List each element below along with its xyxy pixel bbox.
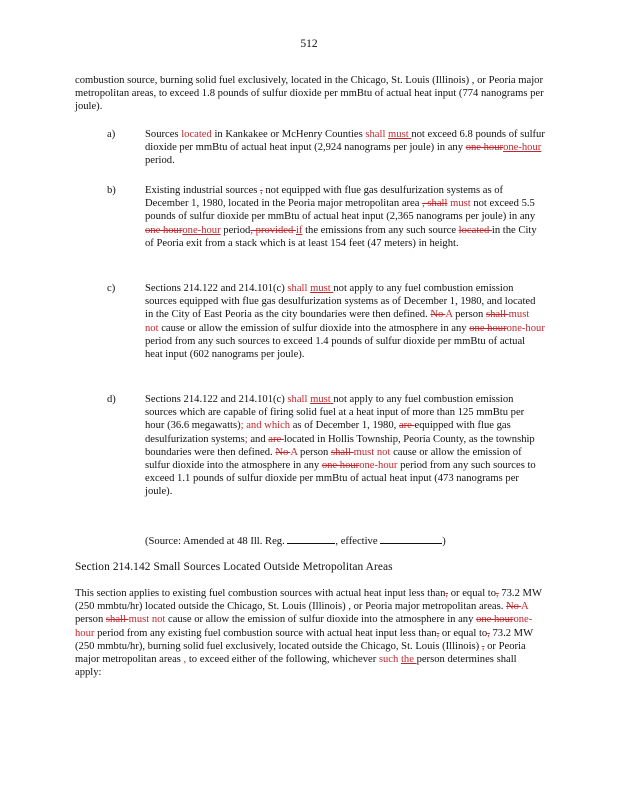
text-run: in Kankakee or McHenry Counties: [211, 129, 366, 140]
text-run: or equal to: [448, 588, 497, 599]
deleted-text: ,: [436, 627, 440, 639]
item-a-label: a): [107, 129, 116, 140]
source-close: ): [442, 536, 446, 547]
section-body: [75, 587, 545, 679]
section-heading: Section 214.142 Small Sources Located Outside Metropolitan Areas: [75, 561, 393, 573]
text-run: not exceed 6.8 pounds of sulfur dioxide per mmBtu of actual heat input (2,924 nanograms per joule) in any: [145, 129, 545, 154]
text-run: 73.2 MW (250 mmbtu/hr) located outside the Chicago, St. Louis (Illinois) , or Peoria major metropolitan areas.: [75, 588, 542, 613]
deleted-text: ,: [445, 588, 449, 599]
inserted-text: must not: [145, 309, 530, 334]
page-number: 512: [300, 38, 318, 50]
text-run: not exceed 5.5 pounds of sulfur dioxide per mmBtu of actual heat input (2,365 nanograms per joule) in any: [145, 198, 536, 223]
text-run: not apply to any fuel combustion emission sources equipped with flue gas desulfurization systems as of December 1, 1980, and located in the City of East Peoria as the city boundaries were then defined.: [145, 283, 536, 321]
item-b-text: [145, 184, 545, 250]
item-b-label: b): [107, 185, 116, 196]
text-run: or Peoria major metropolitan areas: [75, 640, 526, 666]
blank-effective-date: [380, 533, 442, 544]
deleted-text: ,: [487, 627, 490, 639]
source-prefix: (Source: Amended at 48 Ill. Reg.: [145, 536, 285, 547]
inserted-text: ;: [240, 420, 244, 432]
inserted-text: must: [450, 198, 471, 210]
deleted-text: shall: [105, 614, 129, 626]
intro-text: combustion source, burning solid fuel exclusively, located in the Chicago, St. Louis (Illinois) , or Peoria major metropolitan areas, to exceed 1.8 pounds of sulfur dioxide per mmBtu of actual heat input (774 nanograms per joule).: [75, 75, 544, 113]
deleted-text: ,: [481, 640, 485, 652]
deleted-text: shall: [330, 446, 354, 458]
deleted-text: one hour: [476, 614, 514, 626]
deleted-text: , shall: [422, 198, 448, 210]
text-run: period: [220, 224, 251, 236]
inserted-text: ,: [180, 654, 187, 666]
inserted-text: must not: [353, 446, 391, 458]
text-run: Sections 214.122 and 214.101(c): [145, 394, 288, 405]
inserted-text: one-hour: [359, 460, 398, 472]
text-run: period from any such sources to exceed 1.4 pounds of sulfur dioxide per mmBtu of actual heat input (602 nanograms per joule).: [145, 335, 526, 361]
blank-register-page: [287, 533, 335, 544]
deleted-text: located: [458, 224, 492, 236]
inserted-text: must: [310, 283, 334, 294]
text-run: This section applies to existing fuel combustion sources with actual heat input less than: [75, 588, 446, 599]
text-run: person: [75, 614, 106, 626]
deleted-text: one hour: [145, 224, 183, 236]
text-run: cause or allow the emission of sulfur dioxide into the atmosphere in any: [145, 446, 522, 472]
inserted-text: ;: [244, 433, 248, 445]
deleted-text: one hour: [465, 142, 504, 154]
deleted-text: one hour: [321, 460, 360, 472]
inserted-text: such: [378, 654, 401, 666]
item-a-text: [145, 128, 545, 168]
inserted-text: one-hour: [506, 322, 545, 334]
inserted-text: one-hour: [503, 142, 542, 154]
inserted-text: one-hour: [182, 224, 221, 236]
text-run: cause or allow the emission of sulfur dioxide into the atmosphere in any: [165, 614, 477, 626]
deleted-text: one hour: [469, 322, 507, 334]
text-run: not equipped with flue gas desulfurization systems as of December 1, 1980, located in the Peoria major metropolitan area: [145, 185, 504, 210]
text-run: 73.2 MW (250 mmbtu/hr), burning solid fuel exclusively, located outside the Chicago, St. Louis (Illinois): [75, 627, 533, 652]
inserted-text: the: [400, 654, 417, 666]
inserted-text: A: [521, 601, 529, 613]
inserted-text: A: [445, 309, 453, 321]
deleted-text: are: [398, 420, 415, 432]
item-d-text: [145, 393, 545, 499]
deleted-text: No: [275, 446, 291, 458]
text-run: in the City of Peoria exit from a stack which is at least 154 feet (47 meters) in height.: [145, 224, 537, 249]
deleted-text: are: [268, 433, 284, 445]
text-run: period from any such sources to exceed 1.1 pounds of sulfur dioxide per mmBtu of actual heat input (473 nanograms per joule).: [145, 460, 536, 498]
source-effective: , effective: [335, 536, 378, 547]
deleted-text: , provided: [250, 224, 296, 236]
text-run: located in Hollis Township, Peoria County, as the township boundaries were then defined.: [145, 433, 535, 458]
inserted-text: located: [181, 129, 212, 140]
text-run: Sources: [145, 129, 182, 140]
text-run: cause or allow the emission of sulfur dioxide into the atmosphere in any: [158, 322, 470, 334]
source-note: [145, 533, 446, 547]
text-run: not apply to any fuel combustion emission sources which are capable of firing solid fuel at a heat input of more than 125 mmBtu per hour (36.6 megawatts): [145, 394, 525, 432]
inserted-text: one-hour: [75, 614, 533, 639]
inserted-text: must not: [128, 614, 166, 626]
text-run: or equal to: [439, 627, 488, 639]
deleted-text: shall: [486, 309, 509, 321]
deleted-text: ,: [496, 588, 499, 599]
item-d-label: d): [107, 394, 116, 405]
text-run: period.: [145, 155, 175, 167]
text-run: period from any existing fuel combustion source with actual heat input less than: [94, 627, 437, 639]
item-c-text: [145, 282, 545, 361]
text-run: equipped with flue gas desulfurization systems: [145, 420, 511, 445]
text-run: person determines shall apply:: [75, 654, 517, 679]
inserted-text: shall: [287, 283, 308, 294]
intro-paragraph: [75, 74, 545, 114]
text-run: and: [247, 433, 269, 445]
text-run: person: [297, 446, 331, 458]
text-run: Sections 214.122 and 214.101(c): [145, 283, 288, 294]
deleted-text: No: [506, 601, 522, 613]
text-run: as of December 1, 1980,: [290, 420, 399, 432]
inserted-text: must: [310, 394, 334, 405]
inserted-text: if: [295, 224, 303, 236]
inserted-text: shall: [287, 394, 308, 405]
text-run: Existing industrial sources: [145, 185, 261, 196]
inserted-text: shall: [365, 129, 386, 140]
text-run: person: [452, 309, 486, 321]
item-c-label: c): [107, 283, 116, 294]
deleted-text: No: [430, 309, 446, 321]
deleted-text: ,: [260, 185, 263, 196]
text-run: the emissions from any such source: [302, 224, 459, 236]
inserted-text: must: [388, 129, 412, 140]
text-run: to exceed either of the following, whichever: [186, 654, 379, 666]
inserted-text: and which: [246, 420, 291, 432]
inserted-text: A: [290, 446, 298, 458]
